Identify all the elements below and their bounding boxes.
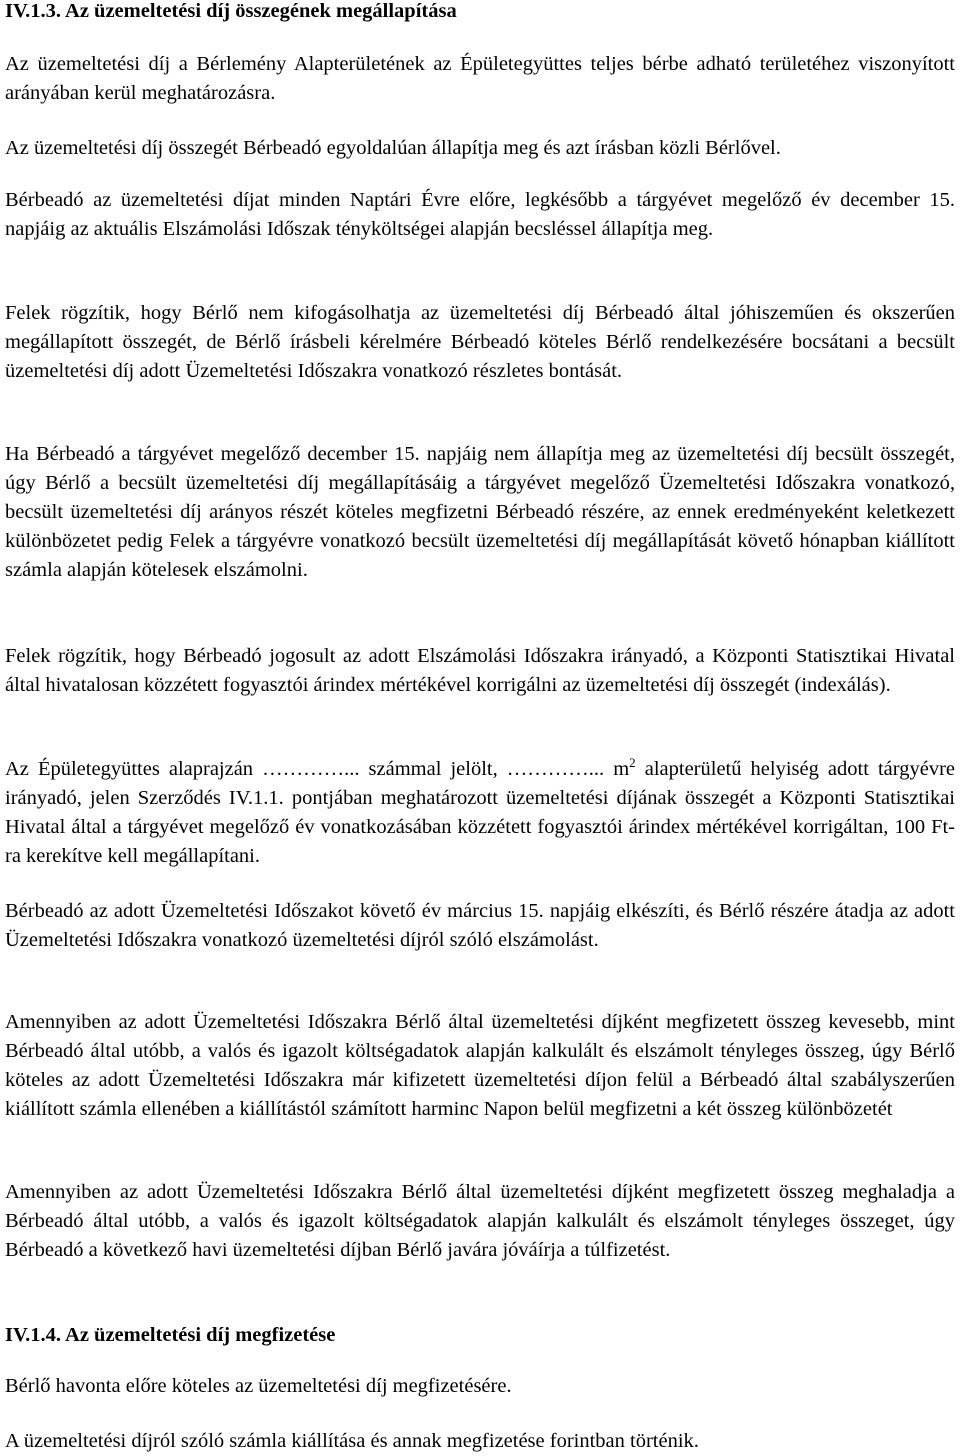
paragraph-7-end: alapterületű helyiség adott tárgyévre irányadó, jelen Szerződés IV.1.1. pontjában meghatározott üzemeltetési díjának összegét a Központi Statisztikai Hivatal által a tárgyévet megelőző év vonatkozásában közzétett fogyasztói árindex mértékével korrigáltan, 100 Ft-ra kerekítve kell megállapítani. bbox=[5, 758, 955, 867]
section-number: IV.1.3. bbox=[5, 0, 62, 22]
paragraph-8: Bérbeadó az adott Üzemeltetési Időszakot követő év március 15. napjáig elkészíti, és Bérlő részére átadja az adott Üzemeltetési Időszakra vonatkozó üzemeltetési díjról szóló elszámolást. bbox=[5, 900, 955, 951]
section-heading-iv-1-4 bbox=[5, 1322, 955, 1348]
paragraph-7-start: Az Épületegyüttes alaprajzán …………... számmal jelölt, …………... m bbox=[5, 758, 630, 780]
paragraph-3: Bérbeadó az üzemeltetési díjat minden Naptári Évre előre, legkésőbb a tárgyévet megelőző év december 15. napjáig az aktuális Elszámolási Időszak tényköltségei alapján becsléssel állapítja meg. bbox=[5, 189, 955, 240]
paragraph-5: Ha Bérbeadó a tárgyévet megelőző december 15. napjáig nem állapítja meg az üzemeltetési díj becsült összegét, úgy Bérlő a becsült üzemeltetési díj megállapításáig a tárgyévet megelőző Üzemeltetési Időszakra vonatkozó, becsült üzemeltetési díj arányos részét köteles megfizetni Bérbeadó részére, az ennek eredményeként keletkezett különbözetet pedig Felek a tárgyévre vonatkozó becsült üzemeltetési díj megállapítását követő hónapban kiállított számla alapján kötelesek elszámolni. bbox=[5, 443, 955, 581]
paragraph-2: Az üzemeltetési díj összegét Bérbeadó egyoldalúan állapítja meg és azt írásban közli Bérlővel. bbox=[5, 137, 781, 159]
paragraph-7 bbox=[5, 755, 955, 871]
section-title: Az üzemeltetési díj megfizetése bbox=[65, 1324, 336, 1346]
paragraph-9: Amennyiben az adott Üzemeltetési Időszakra Bérlő által üzemeltetési díjként megfizetett összeg kevesebb, mint Bérbeadó által utóbb, a valós és igazolt költségadatok alapján kalkulált és elszámolt tényleges összeg, úgy Bérlő köteles az adott Üzemeltetési Időszakra már kifizetett üzemeltetési díjon felül a Bérbeadó által szabályszerűen kiállított számla ellenében a kiállítástól számított harminc Napon belül megfizetni a két összeg különbözetét bbox=[5, 1011, 955, 1120]
paragraph-10: Amennyiben az adott Üzemeltetési Időszakra Bérlő által üzemeltetési díjként megfizetett összeg meghaladja a Bérbeadó által utóbb, a valós és igazolt költségadatok alapján kalkulált és elszámolt tényleges összeget, úgy Bérbeadó a következő havi üzemeltetési díjban Bérlő javára jóváírja a túlfizetést. bbox=[5, 1181, 955, 1261]
paragraph-4: Felek rögzítik, hogy Bérlő nem kifogásolhatja az üzemeltetési díj Bérbeadó által jóhiszeműen és okszerűen megállapított összegét, de Bérlő írásbeli kérelmére Bérbeadó köteles Bérlő rendelkezésére bocsátani a becsült üzemeltetési díj adott Üzemeltetési Időszakra vonatkozó részletes bontását. bbox=[5, 302, 955, 382]
section-number: IV.1.4. bbox=[5, 1324, 62, 1346]
paragraph-6: Felek rögzítik, hogy Bérbeadó jogosult az adott Elszámolási Időszakra irányadó, a Központi Statisztikai Hivatal által hivatalosan közzétett fogyasztói árindex mértékével korrigálni az üzemeltetési díj összegét (indexálás). bbox=[5, 645, 955, 696]
superscript-2: 2 bbox=[629, 755, 636, 771]
paragraph-12: A üzemeltetési díjról szóló számla kiállítása és annak megfizetése forintban történik. bbox=[5, 1430, 699, 1452]
paragraph-11: Bérlő havonta előre köteles az üzemeltetési díj megfizetésére. bbox=[5, 1375, 512, 1397]
section-title: Az üzemeltetési díj összegének megállapítása bbox=[65, 0, 457, 22]
section-heading-iv-1-3 bbox=[5, 0, 955, 24]
paragraph-1: Az üzemeltetési díj a Bérlemény Alapterületének az Épületegyüttes teljes bérbe adható területéhez viszonyított arányában kerül meghatározásra. bbox=[5, 53, 955, 104]
